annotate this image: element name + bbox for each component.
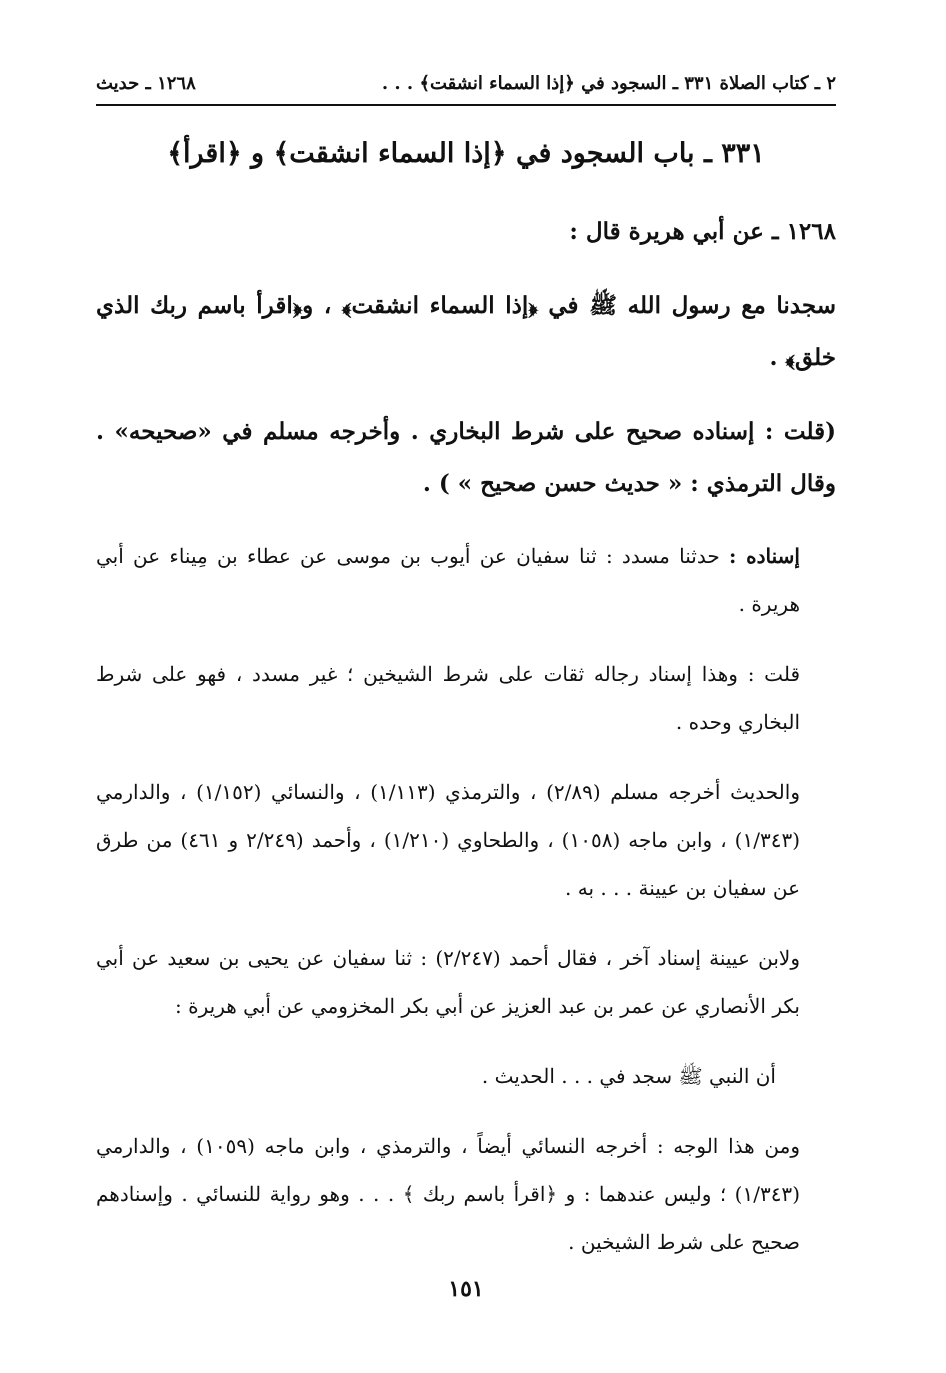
author-verdict: (قلت : إسناده صحيح على شرط البخاري . وأخرجه مسلم في «صحيحه» . وقال الترمذي : « حديث حسن صحيح » ) . — [96, 418, 836, 497]
commentary-second-isnad: ولابن عيينة إسناد آخر ، فقال أحمد (٢/٢٤٧) : ثنا سفيان عن يحيى بن سعيد عن أبي بكر الأنصاري عن عمر بن عبد العزيز عن أبي بكر المخزومي عن أبي هريرة : — [96, 946, 800, 1018]
isnad-paragraph — [96, 532, 836, 628]
commentary-sources: والحديث أخرجه مسلم (٢/٨٩) ، والترمذي (١/١١٣) ، والنسائي (١/١٥٢) ، والدارمي (١/٣٤٣) ، وابن ماجه (١٠٥٨) ، والطحاوي (١/٢١٠) ، وأحمد (٢/٢٤٩ و ٤٦١) من طرق عن سفيان بن عيينة . . . به . — [96, 780, 801, 900]
hadith-variant: أن النبي ﷺ سجد في . . . الحديث . — [481, 1064, 776, 1088]
isnad-label: إسناده : — [728, 544, 800, 568]
header-divider — [96, 104, 836, 106]
commentary-final: ومن هذا الوجه : أخرجه النسائي أيضاً ، والترمذي ، وابن ماجه (١٠٥٩) ، والدارمي (١/٣٤٣) ؛ وليس عندهما : و ﴿اقرأ باسم ربك ﴾ . . . وهو رواية للنسائي . وإسنادهم صحيح على شرط الشيخين . — [96, 1134, 800, 1254]
book-page — [96, 0, 836, 1373]
hadith-intro: ١٢٦٨ ـ عن أبي هريرة قال : — [569, 218, 836, 245]
commentary-narrators: قلت : وهذا إسناد رجاله ثقات على شرط الشيخين ؛ غير مسدد ، فهو على شرط البخاري وحده . — [96, 662, 800, 734]
running-header-chapter: ٢ ـ كتاب الصلاة ٣٣١ ـ السجود في ﴿إذا السماء انشقت﴾ . . . — [381, 72, 836, 94]
page-number: ١٥١ — [448, 1276, 484, 1302]
running-header-hadith-number: ١٢٦٨ ـ حديث — [96, 72, 196, 94]
hadith-text: سجدنا مع رسول الله ﷺ في ﴿إذا السماء انشقت﴾ ، و﴿اقرأ باسم ربك الذي خلق﴾ . — [96, 292, 836, 371]
isnad-text: حدثنا مسدد : ثنا سفيان عن أيوب بن موسى عن عطاء بن مِيناء عن أبي هريرة . — [96, 544, 800, 616]
chapter-title: ٣٣١ ـ باب السجود في ﴿إذا السماء انشقت﴾ و ﴿اقرأ﴾ — [167, 138, 765, 169]
page-content — [96, 206, 836, 1288]
running-header — [96, 66, 836, 100]
